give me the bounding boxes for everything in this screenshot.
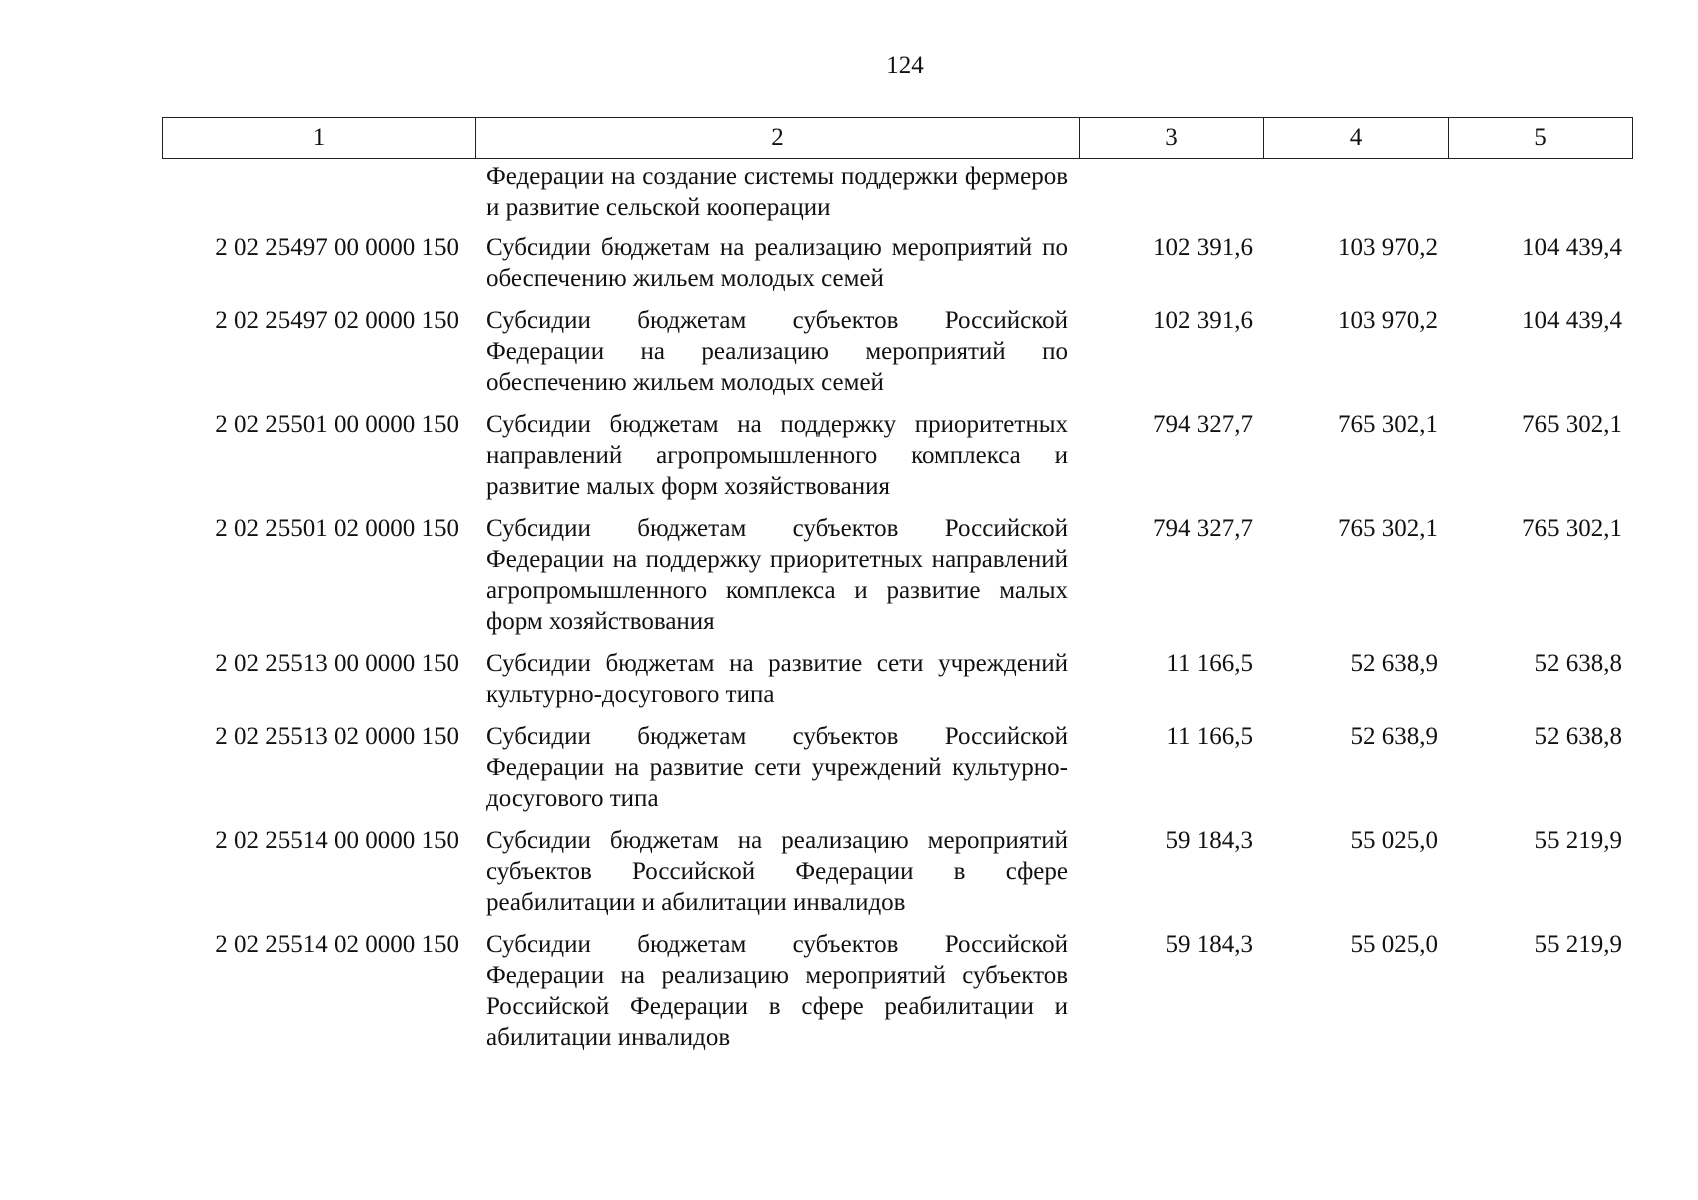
column-header-4: 4: [1264, 118, 1449, 159]
column-header-3: 3: [1080, 118, 1264, 159]
year-2-amount-cell: 765 302,1: [1338, 411, 1438, 438]
column-header-table: [162, 117, 1633, 159]
column-header-row: [163, 118, 1633, 159]
year-1-amount-cell: 794 327,7: [1153, 411, 1253, 438]
year-1-amount-cell: 59 184,3: [1165, 827, 1253, 854]
continuation-text: Федерации на создание системы поддержки фермеров и развитие сельской кооперации: [486, 163, 1068, 221]
year-2-amount-cell: 55 025,0: [1350, 931, 1438, 958]
description-cell: Субсидии бюджетам субъектов Российской Федерации на поддержку приоритетных направлений агропромышленного комплекса и развитие малых форм хозяйствования: [486, 515, 1068, 635]
table-row: [162, 226, 1632, 299]
description-cell: Субсидии бюджетам на развитие сети учреждений культурно-досугового типа: [486, 650, 1068, 708]
column-header-5: 5: [1449, 118, 1633, 159]
year-3-amount-cell: 52 638,8: [1534, 650, 1622, 677]
year-3-amount-cell: 55 219,9: [1534, 931, 1622, 958]
year-3-amount-cell: 52 638,8: [1534, 723, 1622, 750]
year-1-amount-cell: 102 391,6: [1153, 307, 1253, 334]
year-2-amount-cell: 52 638,9: [1350, 723, 1438, 750]
page-number: 124: [886, 52, 924, 79]
year-3-amount-cell: 104 439,4: [1522, 234, 1622, 261]
description-cell: Субсидии бюджетам субъектов Российской Федерации на реализацию мероприятий субъектов Российской Федерации в сфере реабилитации и абилитации инвалидов: [486, 931, 1068, 1051]
description-cell: Субсидии бюджетам субъектов Российской Федерации на развитие сети учреждений культурно-досугового типа: [486, 723, 1068, 812]
table-row: [162, 299, 1632, 403]
table-row: [162, 715, 1632, 819]
description-cell: Субсидии бюджетам субъектов Российской Федерации на реализацию мероприятий по обеспечению жильем молодых семей: [486, 307, 1068, 396]
table-row: [162, 642, 1632, 715]
year-3-amount-cell: 55 219,9: [1534, 827, 1622, 854]
budget-code-cell: 2 02 25513 00 0000 150: [215, 650, 459, 677]
year-1-amount-cell: 11 166,5: [1166, 650, 1253, 677]
year-3-amount-cell: 765 302,1: [1522, 515, 1622, 542]
table-row: [162, 403, 1632, 507]
description-cell: Субсидии бюджетам на реализацию мероприятий по обеспечению жильем молодых семей: [486, 234, 1068, 292]
year-2-amount-cell: 103 970,2: [1338, 307, 1438, 334]
year-2-amount-cell: 55 025,0: [1350, 827, 1438, 854]
year-2-amount-cell: 103 970,2: [1338, 234, 1438, 261]
description-cell: Субсидии бюджетам на поддержку приоритетных направлений агропромышленного комплекса и развитие малых форм хозяйствования: [486, 411, 1068, 500]
year-1-amount-cell: 102 391,6: [1153, 234, 1253, 261]
year-2-amount-cell: 52 638,9: [1350, 650, 1438, 677]
year-1-amount-cell: 11 166,5: [1166, 723, 1253, 750]
table-row: [162, 819, 1632, 923]
year-3-amount-cell: 104 439,4: [1522, 307, 1622, 334]
budget-code-cell: 2 02 25513 02 0000 150: [215, 723, 459, 750]
year-3-amount-cell: 765 302,1: [1522, 411, 1622, 438]
budget-table: [162, 159, 1632, 1058]
table-row: [162, 507, 1632, 642]
budget-code-cell: 2 02 25501 00 0000 150: [215, 411, 459, 438]
budget-code-cell: 2 02 25497 02 0000 150: [215, 307, 459, 334]
budget-code-cell: 2 02 25514 00 0000 150: [215, 827, 459, 854]
budget-code-cell: 2 02 25501 02 0000 150: [215, 515, 459, 542]
year-2-amount-cell: 765 302,1: [1338, 515, 1438, 542]
description-cell: Субсидии бюджетам на реализацию мероприятий субъектов Российской Федерации в сфере реабилитации и абилитации инвалидов: [486, 827, 1068, 916]
budget-code-cell: 2 02 25514 02 0000 150: [215, 931, 459, 958]
budget-code-cell: 2 02 25497 00 0000 150: [215, 234, 459, 261]
column-header-2: 2: [476, 118, 1080, 159]
year-1-amount-cell: 59 184,3: [1165, 931, 1253, 958]
table-row: [162, 923, 1632, 1058]
budget-table-body: [162, 159, 1632, 1058]
column-header-1: 1: [163, 118, 476, 159]
continuation-row: [162, 159, 1632, 226]
year-1-amount-cell: 794 327,7: [1153, 515, 1253, 542]
